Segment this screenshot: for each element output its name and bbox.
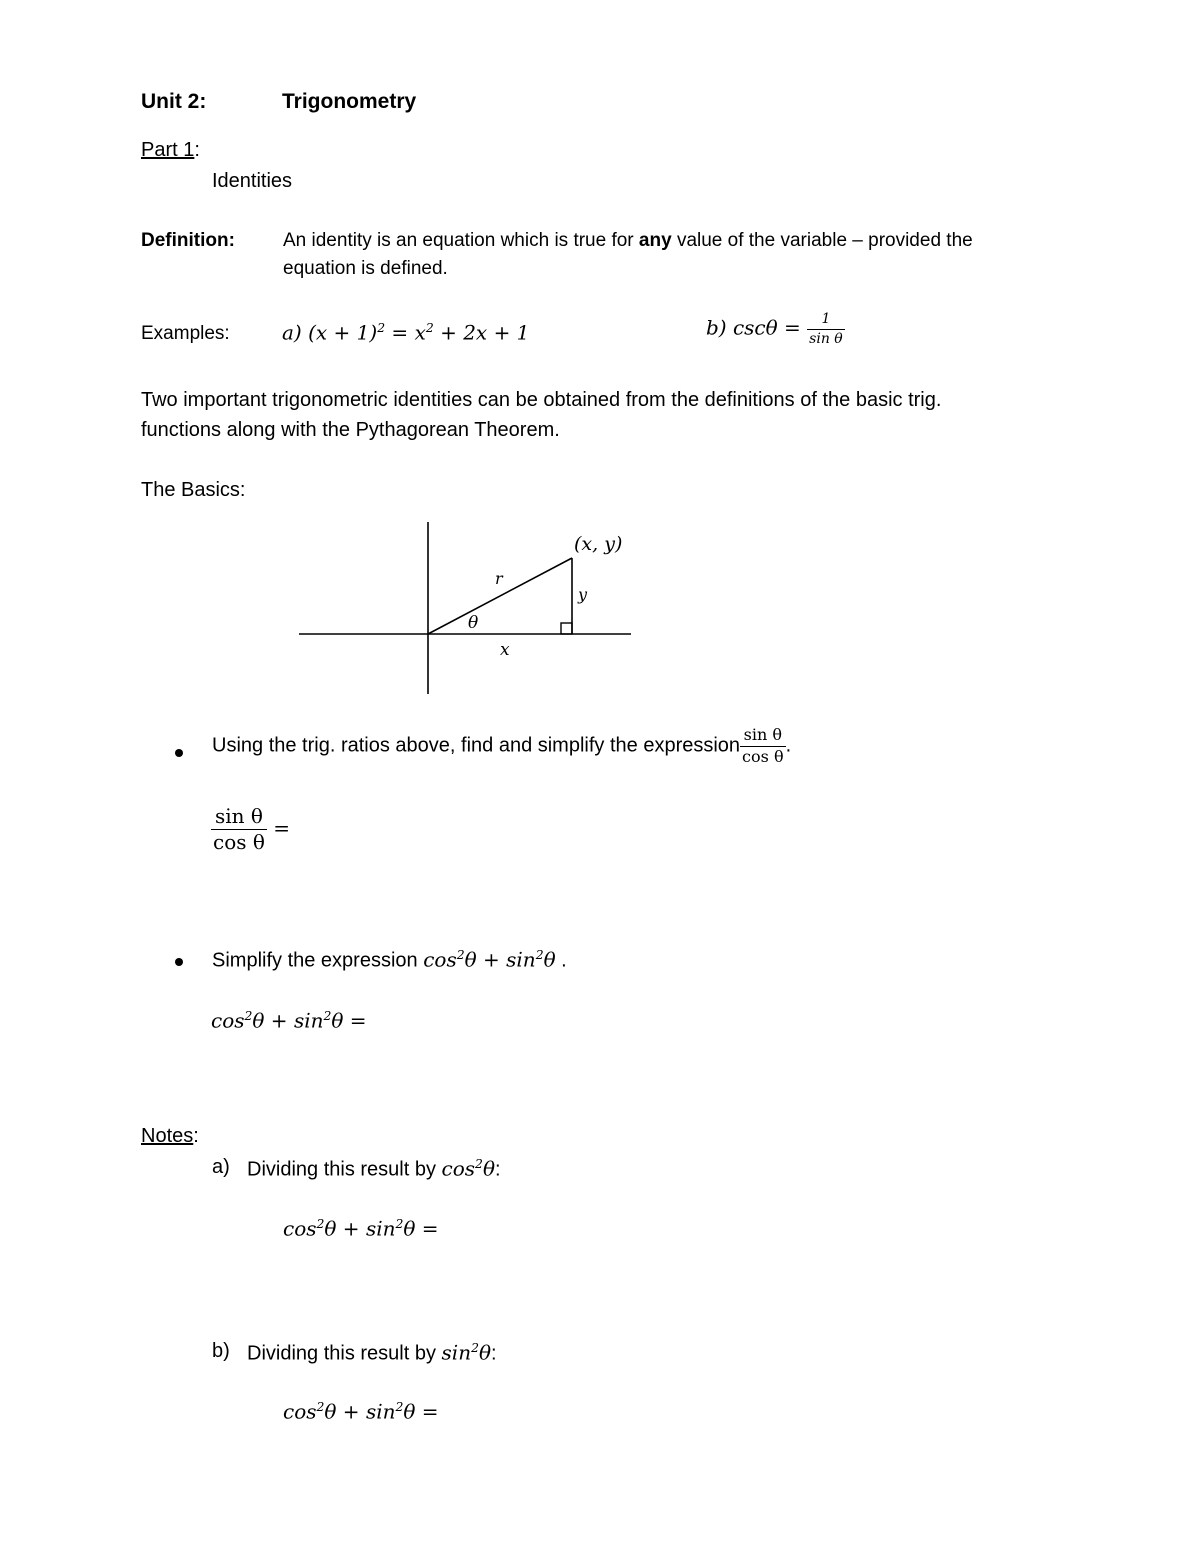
example-a-rest: + 2x + 1 (433, 320, 530, 345)
pythagorean-equation (211, 1008, 367, 1033)
plus-sign: + (264, 1008, 294, 1033)
theta: θ (331, 1008, 344, 1033)
plus-sign: + (336, 1216, 366, 1241)
cos-fn: cos (423, 947, 457, 972)
fraction-denominator: cos θ (742, 746, 784, 766)
theta: θ (403, 1216, 416, 1241)
example-b-fraction (807, 312, 845, 346)
theta: θ (252, 1008, 265, 1033)
note-b-text (247, 1340, 497, 1366)
note-b-label: b) (212, 1340, 230, 1362)
equals-sign: = (415, 1399, 439, 1424)
point-label: (x, y) (574, 533, 623, 555)
theta: θ (464, 947, 477, 972)
equals-sign: = (266, 816, 291, 840)
theta-label: θ (468, 613, 479, 633)
example-a (282, 320, 529, 345)
exponent: 2 (475, 1156, 483, 1171)
notes-label: Notes (141, 1125, 194, 1147)
fraction-numerator: 1 (821, 311, 831, 327)
ratio-equation (211, 806, 290, 853)
exponent: 2 (316, 1399, 325, 1414)
definition-text-part: value of the variable – provided the (671, 230, 973, 251)
definition-label: Definition: (141, 230, 235, 251)
sin-fn: sin (293, 1008, 324, 1033)
exponent: 2 (377, 320, 386, 335)
part-subtitle: Identities (212, 170, 293, 192)
right-triangle-diagram (295, 518, 640, 698)
definition-emphasis: any (638, 230, 672, 251)
plus-sign: + (336, 1399, 366, 1424)
example-a-lhs: (x + 1) (308, 320, 378, 345)
y-label: y (578, 585, 588, 604)
example-a-label: a) (282, 320, 302, 345)
cos-fn: cos (283, 1399, 317, 1424)
theta: θ (482, 1156, 495, 1181)
theta: θ (324, 1399, 337, 1424)
bullet-point (175, 749, 183, 757)
exponent: 2 (244, 1008, 253, 1023)
example-b-label: b) (706, 315, 727, 340)
basics-label: The Basics: (141, 479, 246, 501)
bullet1-fraction (740, 727, 786, 766)
theta: θ (543, 947, 556, 972)
ratio-fraction (211, 806, 267, 853)
bullet1-text (212, 727, 791, 766)
intro-line1: Two important trigonometric identities can be obtained from the definitions of the basic trig. (141, 389, 942, 411)
bullet1-prompt: Using the trig. ratios above, find and simplify the expression (212, 734, 741, 757)
note-a-label: a) (212, 1156, 230, 1178)
cos-fn: cos (283, 1216, 317, 1241)
sin-fn: sin (365, 1399, 396, 1424)
exponent: 2 (323, 1008, 332, 1023)
bullet2-text (212, 947, 567, 973)
equals-sign: = (385, 320, 415, 345)
exponent: 2 (395, 1399, 404, 1414)
definition-line2: equation is defined. (283, 258, 448, 279)
notes-heading (141, 1125, 199, 1148)
exponent: 2 (456, 947, 465, 962)
exponent: 2 (395, 1216, 404, 1231)
r-label: r (495, 569, 503, 588)
unit-label: Unit 2: (141, 90, 207, 113)
exponent: 2 (316, 1216, 325, 1231)
bullet2-prompt: Simplify the expression (212, 949, 424, 972)
exponent: 2 (471, 1340, 479, 1355)
exponent: 2 (425, 320, 434, 335)
part-heading (141, 139, 200, 162)
theta: θ (324, 1216, 337, 1241)
x-label: x (500, 640, 510, 660)
equals-sign: = (415, 1216, 439, 1241)
theta: θ (478, 1340, 492, 1365)
note-a-text (247, 1156, 501, 1182)
equals-sign: = (343, 1008, 367, 1033)
note-a-equation (283, 1216, 439, 1241)
fraction-numerator: sin θ (743, 725, 782, 744)
intro-line2: functions along with the Pythagorean Theorem. (141, 419, 560, 441)
cos-fn: cos (211, 1008, 245, 1033)
unit-title: Trigonometry (282, 90, 417, 113)
part-label: Part 1 (141, 139, 195, 161)
cos-fn: cos (441, 1156, 476, 1181)
part-colon: : (194, 139, 200, 161)
colon: : (491, 1342, 497, 1365)
note-b-equation (283, 1399, 439, 1424)
note-b-prompt: Dividing this result by (247, 1342, 442, 1365)
examples-label: Examples: (141, 323, 230, 344)
period: . (555, 949, 567, 972)
fraction-numerator: sin θ (214, 804, 263, 828)
definition-text (283, 230, 973, 252)
example-a-x: x (414, 320, 426, 345)
period: . (785, 734, 792, 757)
example-b-lhs: cscθ = (732, 315, 808, 340)
plus-sign: + (476, 947, 507, 972)
right-angle-marker (561, 623, 572, 634)
notes-colon: : (193, 1125, 199, 1147)
sin-fn: sin (365, 1216, 396, 1241)
colon: : (494, 1158, 501, 1181)
sin-fn: sin (506, 947, 536, 972)
example-b (706, 312, 845, 346)
bullet-point (175, 958, 183, 966)
definition-text-part: An identity is an equation which is true for (283, 230, 639, 251)
sin-fn: sin (441, 1340, 472, 1365)
fraction-denominator: sin θ (809, 330, 843, 347)
note-a-prompt: Dividing this result by (247, 1158, 442, 1181)
exponent: 2 (535, 947, 544, 962)
theta: θ (403, 1399, 416, 1424)
fraction-denominator: cos θ (213, 830, 265, 854)
